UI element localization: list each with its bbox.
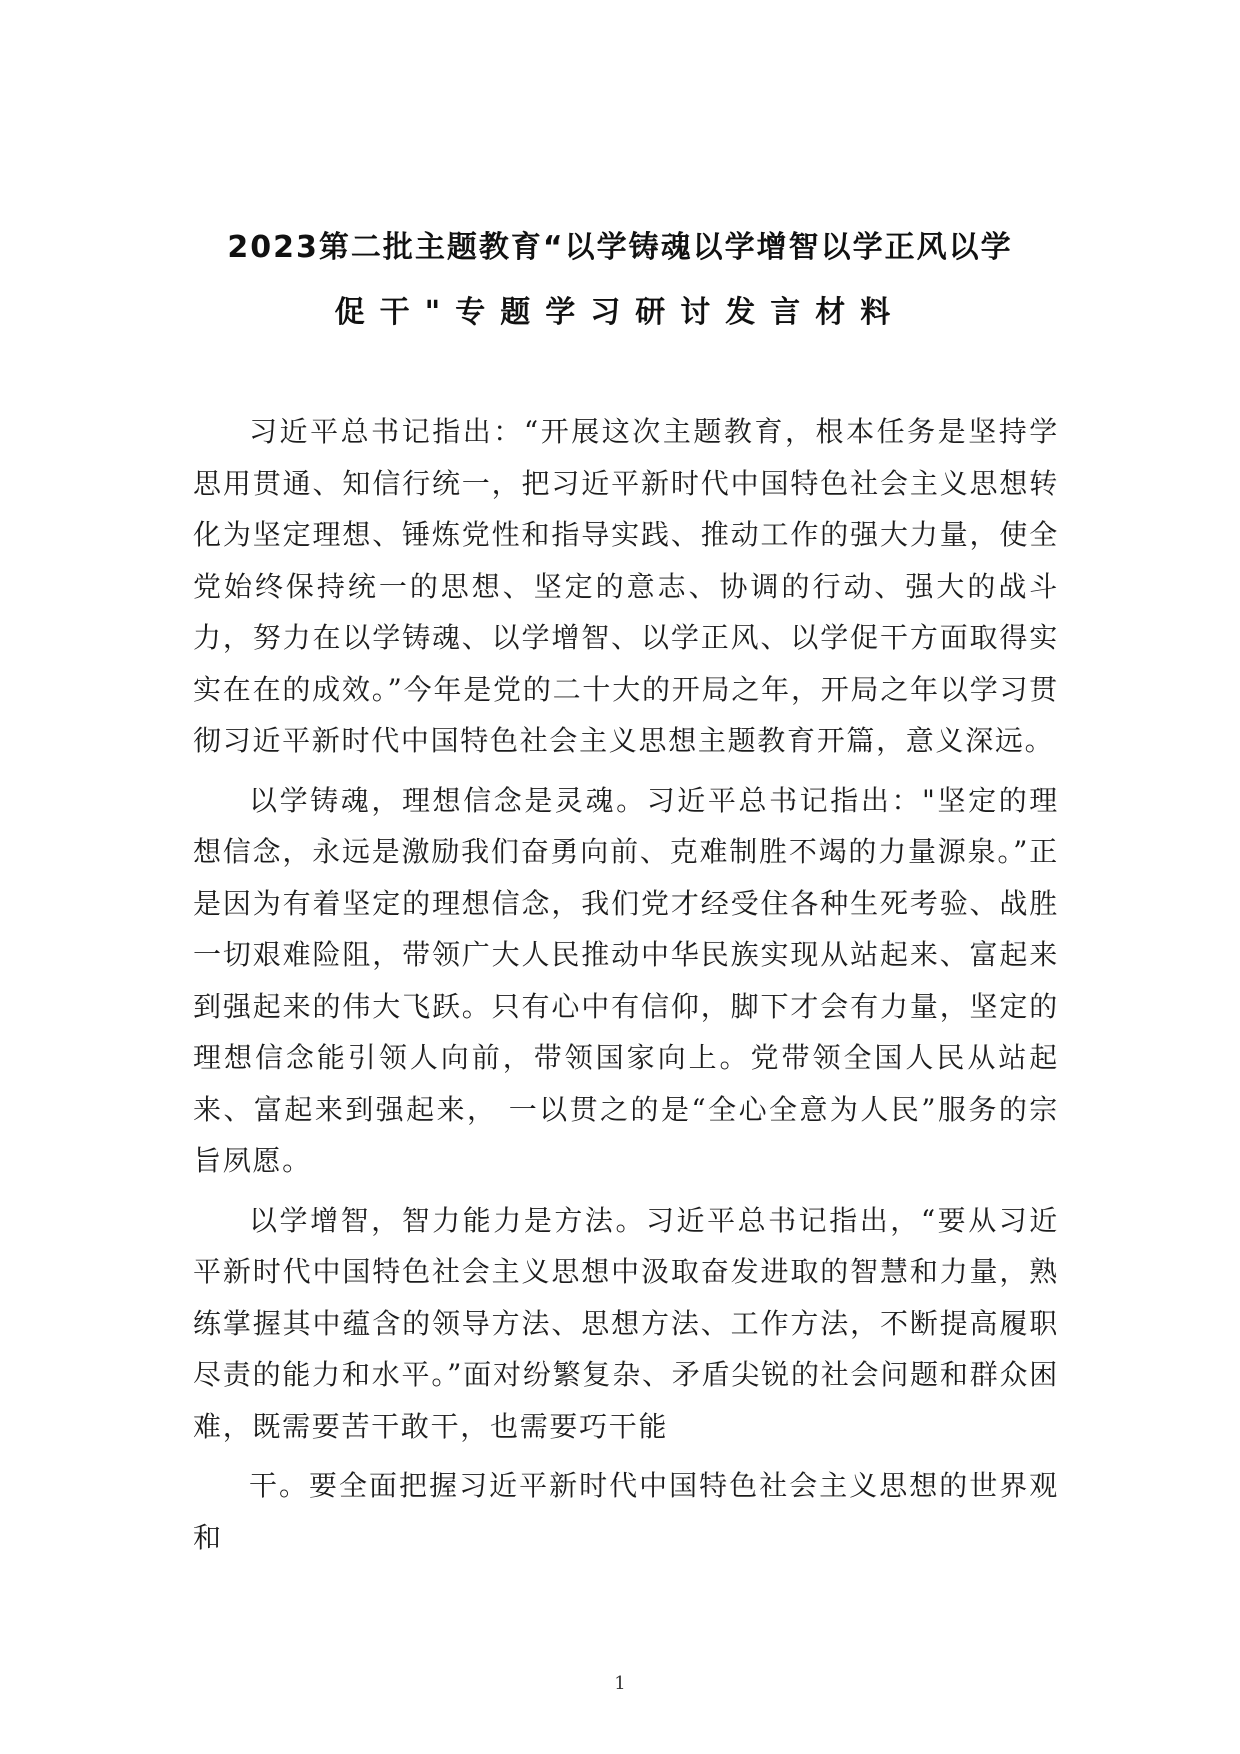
document-title-line-2: 促干"专题学习研讨发言材料 — [334, 295, 906, 330]
page-number: 1 — [614, 1673, 626, 1694]
document-body — [193, 406, 1059, 1563]
paragraph-2: 以学铸魂，理想信念是灵魂。习近平总书记指出："坚定的理想信念，永远是激励我们奋勇向前、克难制胜不竭的力量源泉。”正是因为有着坚定的理想信念，我们党才经受住各种生死考验、战胜一切艰难险阻，带领广大人民推动中华民族实现从站起来、富起来到强起来的伟大飞跃。只有心中有信仰，脚下才会有力量，坚定的理想信念能引领人向前，带领国家向上。党带领全国人民从站起来、富起来到强起来， 一以贯之的是“全心全意为人民”服务的宗旨夙愿。 — [193, 783, 1059, 1177]
paragraph-3: 以学增智，智力能力是方法。习近平总书记指出，“要从习近平新时代中国特色社会主义思想中汲取奋发进取的智慧和力量，熟练掌握其中蕴含的领导方法、思想方法、工作方法，不断提高履职尽责的能力和水平。”面对纷繁复杂、矛盾尖锐的社会问题和群众困难，既需要苦干敢干，也需要巧干能 — [193, 1203, 1059, 1443]
paragraph-1: 习近平总书记指出：“开展这次主题教育，根本任务是坚持学思用贯通、知信行统一，把习近平新时代中国特色社会主义思想转化为坚定理想、锤炼党性和指导实践、推动工作的强大力量，使全党始终保持统一的思想、坚定的意志、协调的行动、强大的战斗力，努力在以学铸魂、以学增智、以学正风、以学促干方面取得实实在在的成效。”今年是党的二十大的开局之年，开局之年以学习贯彻习近平新时代中国特色社会主义思想主题教育开篇，意义深远。 — [193, 415, 1059, 757]
document-title-line-1: 2023第二批主题教育“以学铸魂以学增智以学正风以学 — [227, 230, 1013, 265]
paragraph-4: 干。要全面把握习近平新时代中国特色社会主义思想的世界观和 — [193, 1469, 1059, 1554]
